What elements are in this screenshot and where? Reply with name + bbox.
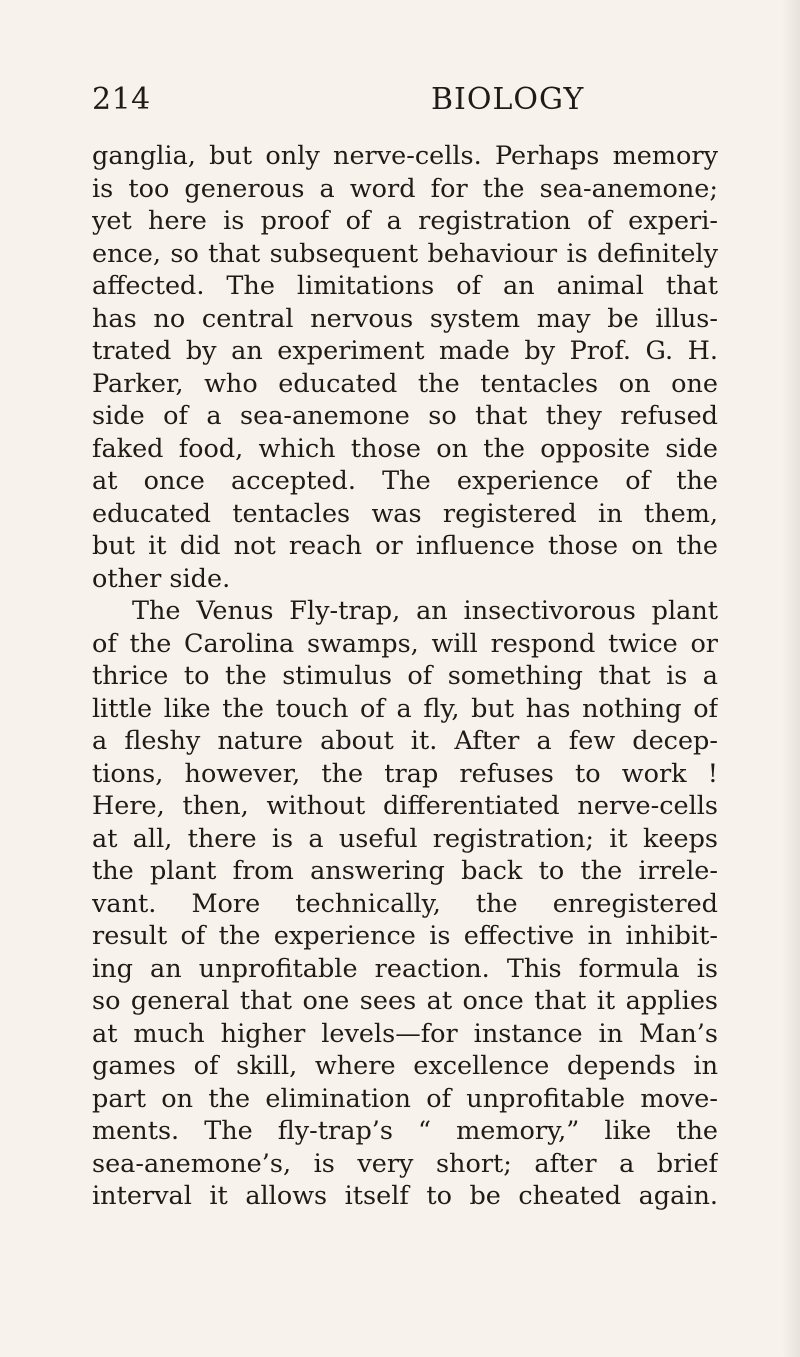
text-line: result of the experience is effective in inhibit- [92,921,718,951]
page-number: 214 [92,82,151,117]
text-line: ing an unprofitable reaction. This formula is [92,953,718,984]
text-line: at much higher levels—for instance in Man’s [92,1018,718,1049]
running-head: BIOLOGY [431,82,585,117]
text-line: ence, so that subsequent behaviour is definitely [92,238,718,269]
text-line: educated tentacles was registered in them, [92,498,718,529]
text-line: The Venus Fly-trap, an insectivorous plant [132,596,718,626]
text-line: games of skill, where excellence depends in [92,1051,718,1081]
text-line: Parker, who educated the tentacles on one [92,368,718,399]
text-line: of the Carolina swamps, will respond twice or [92,628,718,659]
page-edge-shadow [782,0,800,1357]
page-header [92,82,714,122]
text-line: part on the elimination of unprofitable move- [92,1083,718,1114]
text-line: affected. The limitations of an animal that [92,271,718,301]
text-line: but it did not reach or influence those on the [92,531,718,561]
text-line: trated by an experiment made by Prof. G. H. [92,336,718,366]
text-line: sea-anemone’s, is very short; after a brief [92,1148,718,1179]
text-line: ments. The fly-trap’s “ memory,” like the [92,1116,718,1146]
text-line: yet here is proof of a registration of experi- [92,206,718,236]
text-line: ganglia, but only nerve-cells. Perhaps memory [92,141,718,171]
text-line: so general that one sees at once that it applies [92,986,718,1016]
text-line: faked food, which those on the opposite side [92,433,718,464]
body-text [92,140,718,1213]
text-line: thrice to the stimulus of something that is a [92,661,718,691]
text-line: vant. More technically, the enregistered [92,888,718,919]
text-line: the plant from answering back to the irrele- [92,856,718,886]
text-line: has no central nervous system may be illus- [92,303,718,334]
text-line: at all, there is a useful registration; it keeps [92,823,718,854]
text-line: at once accepted. The experience of the [92,466,718,496]
text-line: tions, however, the trap refuses to work ! [92,758,718,789]
text-line: interval it allows itself to be cheated again. [92,1181,718,1211]
text-line: is too generous a word for the sea-anemone; [92,173,718,204]
text-line: little like the touch of a fly, but has nothing of [92,693,718,724]
text-line: other side. [92,563,231,594]
text-line: side of a sea-anemone so that they refused [92,401,718,431]
text-line: Here, then, without differentiated nerve-cells [92,791,718,821]
text-line: a fleshy nature about it. After a few decep- [92,726,718,756]
